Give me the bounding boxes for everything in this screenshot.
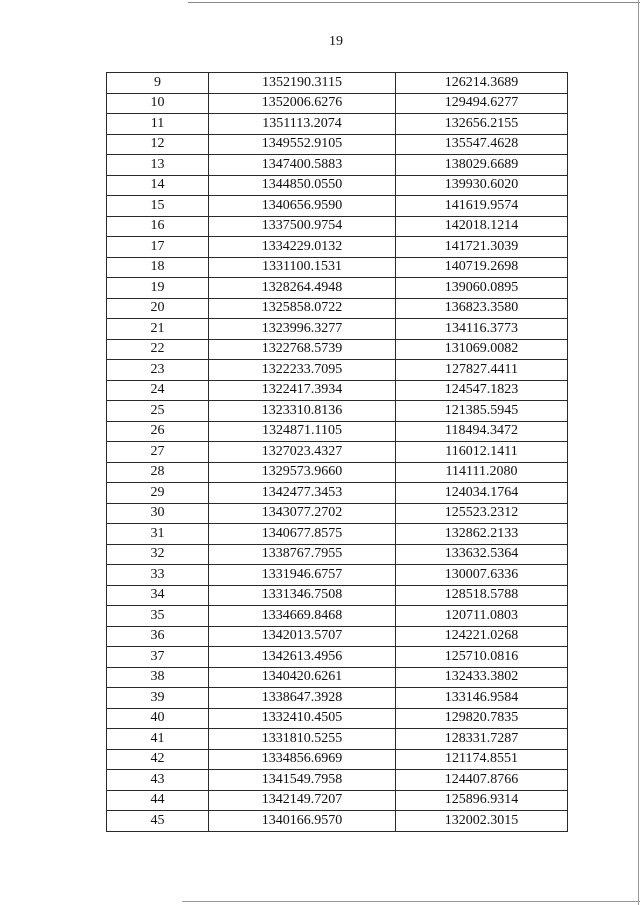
x-coordinate-cell: 1340420.6261 [209, 667, 396, 688]
x-coordinate-cell: 1331810.5255 [209, 729, 396, 750]
y-coordinate-cell: 140719.2698 [396, 257, 568, 278]
x-coordinate-cell: 1331946.6757 [209, 565, 396, 586]
y-coordinate-cell: 132433.3802 [396, 667, 568, 688]
y-coordinate-cell: 129494.6277 [396, 93, 568, 114]
x-coordinate-cell: 1331100.1531 [209, 257, 396, 278]
x-coordinate-cell: 1340166.9570 [209, 811, 396, 832]
point-number-cell: 33 [107, 565, 209, 586]
x-coordinate-cell: 1352006.6276 [209, 93, 396, 114]
table-row [107, 257, 568, 278]
table-row [107, 339, 568, 360]
y-coordinate-cell: 128518.5788 [396, 585, 568, 606]
table-row [107, 667, 568, 688]
point-number-cell: 29 [107, 483, 209, 504]
y-coordinate-cell: 116012.1411 [396, 442, 568, 463]
x-coordinate-cell: 1322233.7095 [209, 360, 396, 381]
y-coordinate-cell: 139930.6020 [396, 175, 568, 196]
point-number-cell: 16 [107, 216, 209, 237]
point-number-cell: 13 [107, 155, 209, 176]
coordinates-table-body [107, 73, 568, 832]
y-coordinate-cell: 135547.4628 [396, 134, 568, 155]
point-number-cell: 12 [107, 134, 209, 155]
x-coordinate-cell: 1340677.8575 [209, 524, 396, 545]
point-number-cell: 30 [107, 503, 209, 524]
y-coordinate-cell: 125710.0816 [396, 647, 568, 668]
y-coordinate-cell: 127827.4411 [396, 360, 568, 381]
x-coordinate-cell: 1352190.3115 [209, 73, 396, 94]
point-number-cell: 22 [107, 339, 209, 360]
y-coordinate-cell: 141721.3039 [396, 237, 568, 258]
y-coordinate-cell: 130007.6336 [396, 565, 568, 586]
x-coordinate-cell: 1351113.2074 [209, 114, 396, 135]
page-number: 19 [329, 34, 343, 49]
y-coordinate-cell: 131069.0082 [396, 339, 568, 360]
table-row [107, 462, 568, 483]
point-number-cell: 20 [107, 298, 209, 319]
y-coordinate-cell: 132862.2133 [396, 524, 568, 545]
x-coordinate-cell: 1334229.0132 [209, 237, 396, 258]
point-number-cell: 35 [107, 606, 209, 627]
table-row [107, 544, 568, 565]
point-number-cell: 25 [107, 401, 209, 422]
point-number-cell: 27 [107, 442, 209, 463]
table-row [107, 647, 568, 668]
x-coordinate-cell: 1347400.5883 [209, 155, 396, 176]
point-number-cell: 17 [107, 237, 209, 258]
x-coordinate-cell: 1325858.0722 [209, 298, 396, 319]
table-row [107, 298, 568, 319]
y-coordinate-cell: 128331.7287 [396, 729, 568, 750]
x-coordinate-cell: 1338647.3928 [209, 688, 396, 709]
point-number-cell: 28 [107, 462, 209, 483]
y-coordinate-cell: 121385.5945 [396, 401, 568, 422]
point-number-cell: 39 [107, 688, 209, 709]
y-coordinate-cell: 129820.7835 [396, 708, 568, 729]
table-row [107, 688, 568, 709]
table-row [107, 175, 568, 196]
x-coordinate-cell: 1328264.4948 [209, 278, 396, 299]
point-number-cell: 36 [107, 626, 209, 647]
table-row [107, 196, 568, 217]
point-number-cell: 26 [107, 421, 209, 442]
x-coordinate-cell: 1340656.9590 [209, 196, 396, 217]
point-number-cell: 41 [107, 729, 209, 750]
point-number-cell: 23 [107, 360, 209, 381]
table-row [107, 770, 568, 791]
table-row [107, 626, 568, 647]
table-row [107, 524, 568, 545]
x-coordinate-cell: 1332410.4505 [209, 708, 396, 729]
table-row [107, 421, 568, 442]
point-number-cell: 15 [107, 196, 209, 217]
table-row [107, 708, 568, 729]
y-coordinate-cell: 126214.3689 [396, 73, 568, 94]
x-coordinate-cell: 1323310.8136 [209, 401, 396, 422]
x-coordinate-cell: 1342149.7207 [209, 790, 396, 811]
table-row [107, 811, 568, 832]
point-number-cell: 37 [107, 647, 209, 668]
y-coordinate-cell: 139060.0895 [396, 278, 568, 299]
point-number-cell: 34 [107, 585, 209, 606]
table-row [107, 401, 568, 422]
point-number-cell: 31 [107, 524, 209, 545]
y-coordinate-cell: 124221.0268 [396, 626, 568, 647]
x-coordinate-cell: 1334856.6969 [209, 749, 396, 770]
x-coordinate-cell: 1341549.7958 [209, 770, 396, 791]
table-row [107, 380, 568, 401]
x-coordinate-cell: 1344850.0550 [209, 175, 396, 196]
point-number-cell: 38 [107, 667, 209, 688]
table-row [107, 319, 568, 340]
y-coordinate-cell: 114111.2080 [396, 462, 568, 483]
table-row [107, 483, 568, 504]
point-number-cell: 43 [107, 770, 209, 791]
x-coordinate-cell: 1329573.9660 [209, 462, 396, 483]
point-number-cell: 10 [107, 93, 209, 114]
y-coordinate-cell: 134116.3773 [396, 319, 568, 340]
table-row [107, 237, 568, 258]
point-number-cell: 45 [107, 811, 209, 832]
x-coordinate-cell: 1337500.9754 [209, 216, 396, 237]
y-coordinate-cell: 136823.3580 [396, 298, 568, 319]
coordinates-table [106, 72, 568, 832]
x-coordinate-cell: 1349552.9105 [209, 134, 396, 155]
y-coordinate-cell: 132656.2155 [396, 114, 568, 135]
y-coordinate-cell: 124407.8766 [396, 770, 568, 791]
table-row [107, 790, 568, 811]
table-row [107, 606, 568, 627]
point-number-cell: 42 [107, 749, 209, 770]
x-coordinate-cell: 1322768.5739 [209, 339, 396, 360]
table-row [107, 442, 568, 463]
table-row [107, 749, 568, 770]
scan-edge-top [188, 2, 640, 3]
table-row [107, 216, 568, 237]
y-coordinate-cell: 132002.3015 [396, 811, 568, 832]
table-row [107, 729, 568, 750]
y-coordinate-cell: 125523.2312 [396, 503, 568, 524]
y-coordinate-cell: 142018.1214 [396, 216, 568, 237]
y-coordinate-cell: 121174.8551 [396, 749, 568, 770]
table-row [107, 565, 568, 586]
x-coordinate-cell: 1331346.7508 [209, 585, 396, 606]
y-coordinate-cell: 124034.1764 [396, 483, 568, 504]
x-coordinate-cell: 1327023.4327 [209, 442, 396, 463]
table-row [107, 114, 568, 135]
table-row [107, 585, 568, 606]
table-row [107, 360, 568, 381]
table-row [107, 134, 568, 155]
x-coordinate-cell: 1338767.7955 [209, 544, 396, 565]
y-coordinate-cell: 125896.9314 [396, 790, 568, 811]
table-row [107, 503, 568, 524]
x-coordinate-cell: 1343077.2702 [209, 503, 396, 524]
scan-edge-right [638, 0, 639, 905]
table-row [107, 278, 568, 299]
x-coordinate-cell: 1342477.3453 [209, 483, 396, 504]
y-coordinate-cell: 133632.5364 [396, 544, 568, 565]
point-number-cell: 14 [107, 175, 209, 196]
table-row [107, 155, 568, 176]
y-coordinate-cell: 141619.9574 [396, 196, 568, 217]
x-coordinate-cell: 1323996.3277 [209, 319, 396, 340]
y-coordinate-cell: 133146.9584 [396, 688, 568, 709]
x-coordinate-cell: 1322417.3934 [209, 380, 396, 401]
x-coordinate-cell: 1342613.4956 [209, 647, 396, 668]
point-number-cell: 11 [107, 114, 209, 135]
x-coordinate-cell: 1334669.8468 [209, 606, 396, 627]
point-number-cell: 40 [107, 708, 209, 729]
y-coordinate-cell: 120711.0803 [396, 606, 568, 627]
point-number-cell: 18 [107, 257, 209, 278]
table-row [107, 93, 568, 114]
point-number-cell: 32 [107, 544, 209, 565]
point-number-cell: 24 [107, 380, 209, 401]
point-number-cell: 9 [107, 73, 209, 94]
x-coordinate-cell: 1324871.1105 [209, 421, 396, 442]
table-row [107, 73, 568, 94]
point-number-cell: 21 [107, 319, 209, 340]
scan-edge-bottom [182, 901, 640, 902]
point-number-cell: 44 [107, 790, 209, 811]
x-coordinate-cell: 1342013.5707 [209, 626, 396, 647]
point-number-cell: 19 [107, 278, 209, 299]
y-coordinate-cell: 138029.6689 [396, 155, 568, 176]
y-coordinate-cell: 118494.3472 [396, 421, 568, 442]
y-coordinate-cell: 124547.1823 [396, 380, 568, 401]
